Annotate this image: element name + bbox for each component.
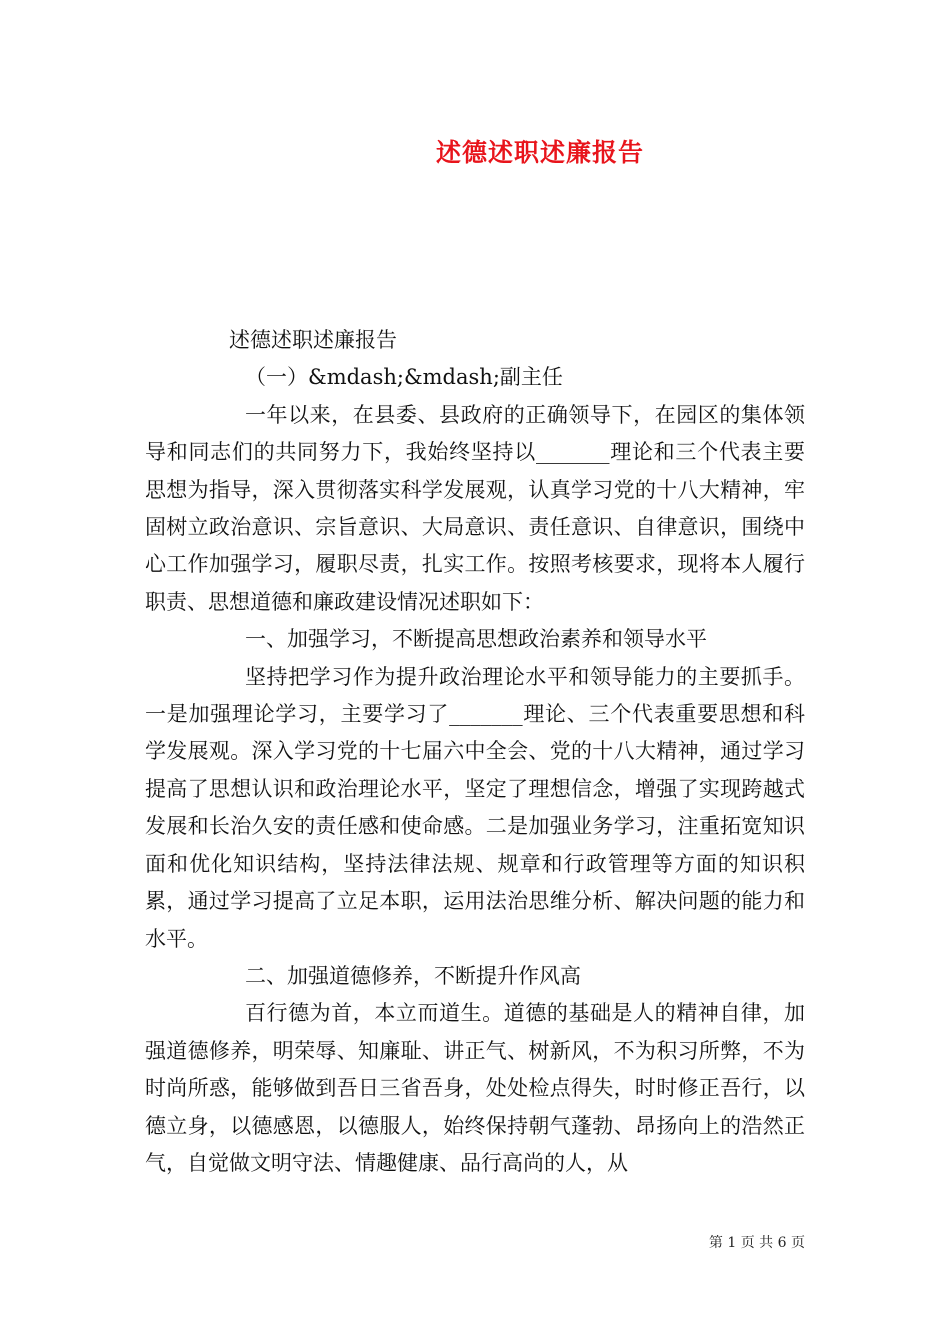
body-heading: 述德述职述廉报告 [229,328,397,352]
document-title: 述德述职述廉报告 [435,138,644,167]
section-heading-2: 二、加强道德修养，不断提升作风高 [245,963,581,988]
paragraph-morality: 百行德为首，本立而道生。道德的基础是人的精神自律，加强道德修养，明荣辱、知廉耻、讲正气、树新风，不为积习所弊，不为时尚所惑，能够做到吾日三省吾身，处处检点得失，时时修正吾行，以德立身，以德感恩，以德服人，始终保持朝气蓬勃、昂扬向上的浩然正气，自觉做文明守法、情趣健康、品行高尚的人，从 [145,1001,805,1175]
author-line: （一）&mdash;&mdash;副主任 [245,365,563,390]
page-number: 第 1 页 共 6 页 [708,1235,805,1251]
section-heading-1: 一、加强学习，不断提高思想政治素养和领导水平 [245,627,707,652]
document-body [145,322,805,1182]
paragraph-intro: 一年以来，在县委、县政府的正确领导下，在园区的集体领导和同志们的共同努力下，我始终坚持以_______理论和三个代表主要思想为指导，深入贯彻落实科学发展观，认真学习党的十八大精神，牢固树立政治意识、宗旨意识、大局意识、责任意识、自律意识，围绕中心工作加强学习，履职尽责，扎实工作。按照考核要求，现将本人履行职责、思想道德和廉政建设情况述职如下： [145,402,805,614]
paragraph-study: 坚持把学习作为提升政治理论水平和领导能力的主要抓手。一是加强理论学习，主要学习了_______理论、三个代表重要思想和科学发展观。深入学习党的十七届六中全会、党的十八大精神，通过学习提高了思想认识和政治理论水平，坚定了理想信念，增强了实现跨越式发展和长治久安的责任感和使命感。二是加强业务学习，注重拓宽知识面和优化知识结构，坚持法律法规、规章和行政管理等方面的知识积累，通过学习提高了立足本职，运用法治思维分析、解决问题的能力和水平。 [145,664,805,951]
